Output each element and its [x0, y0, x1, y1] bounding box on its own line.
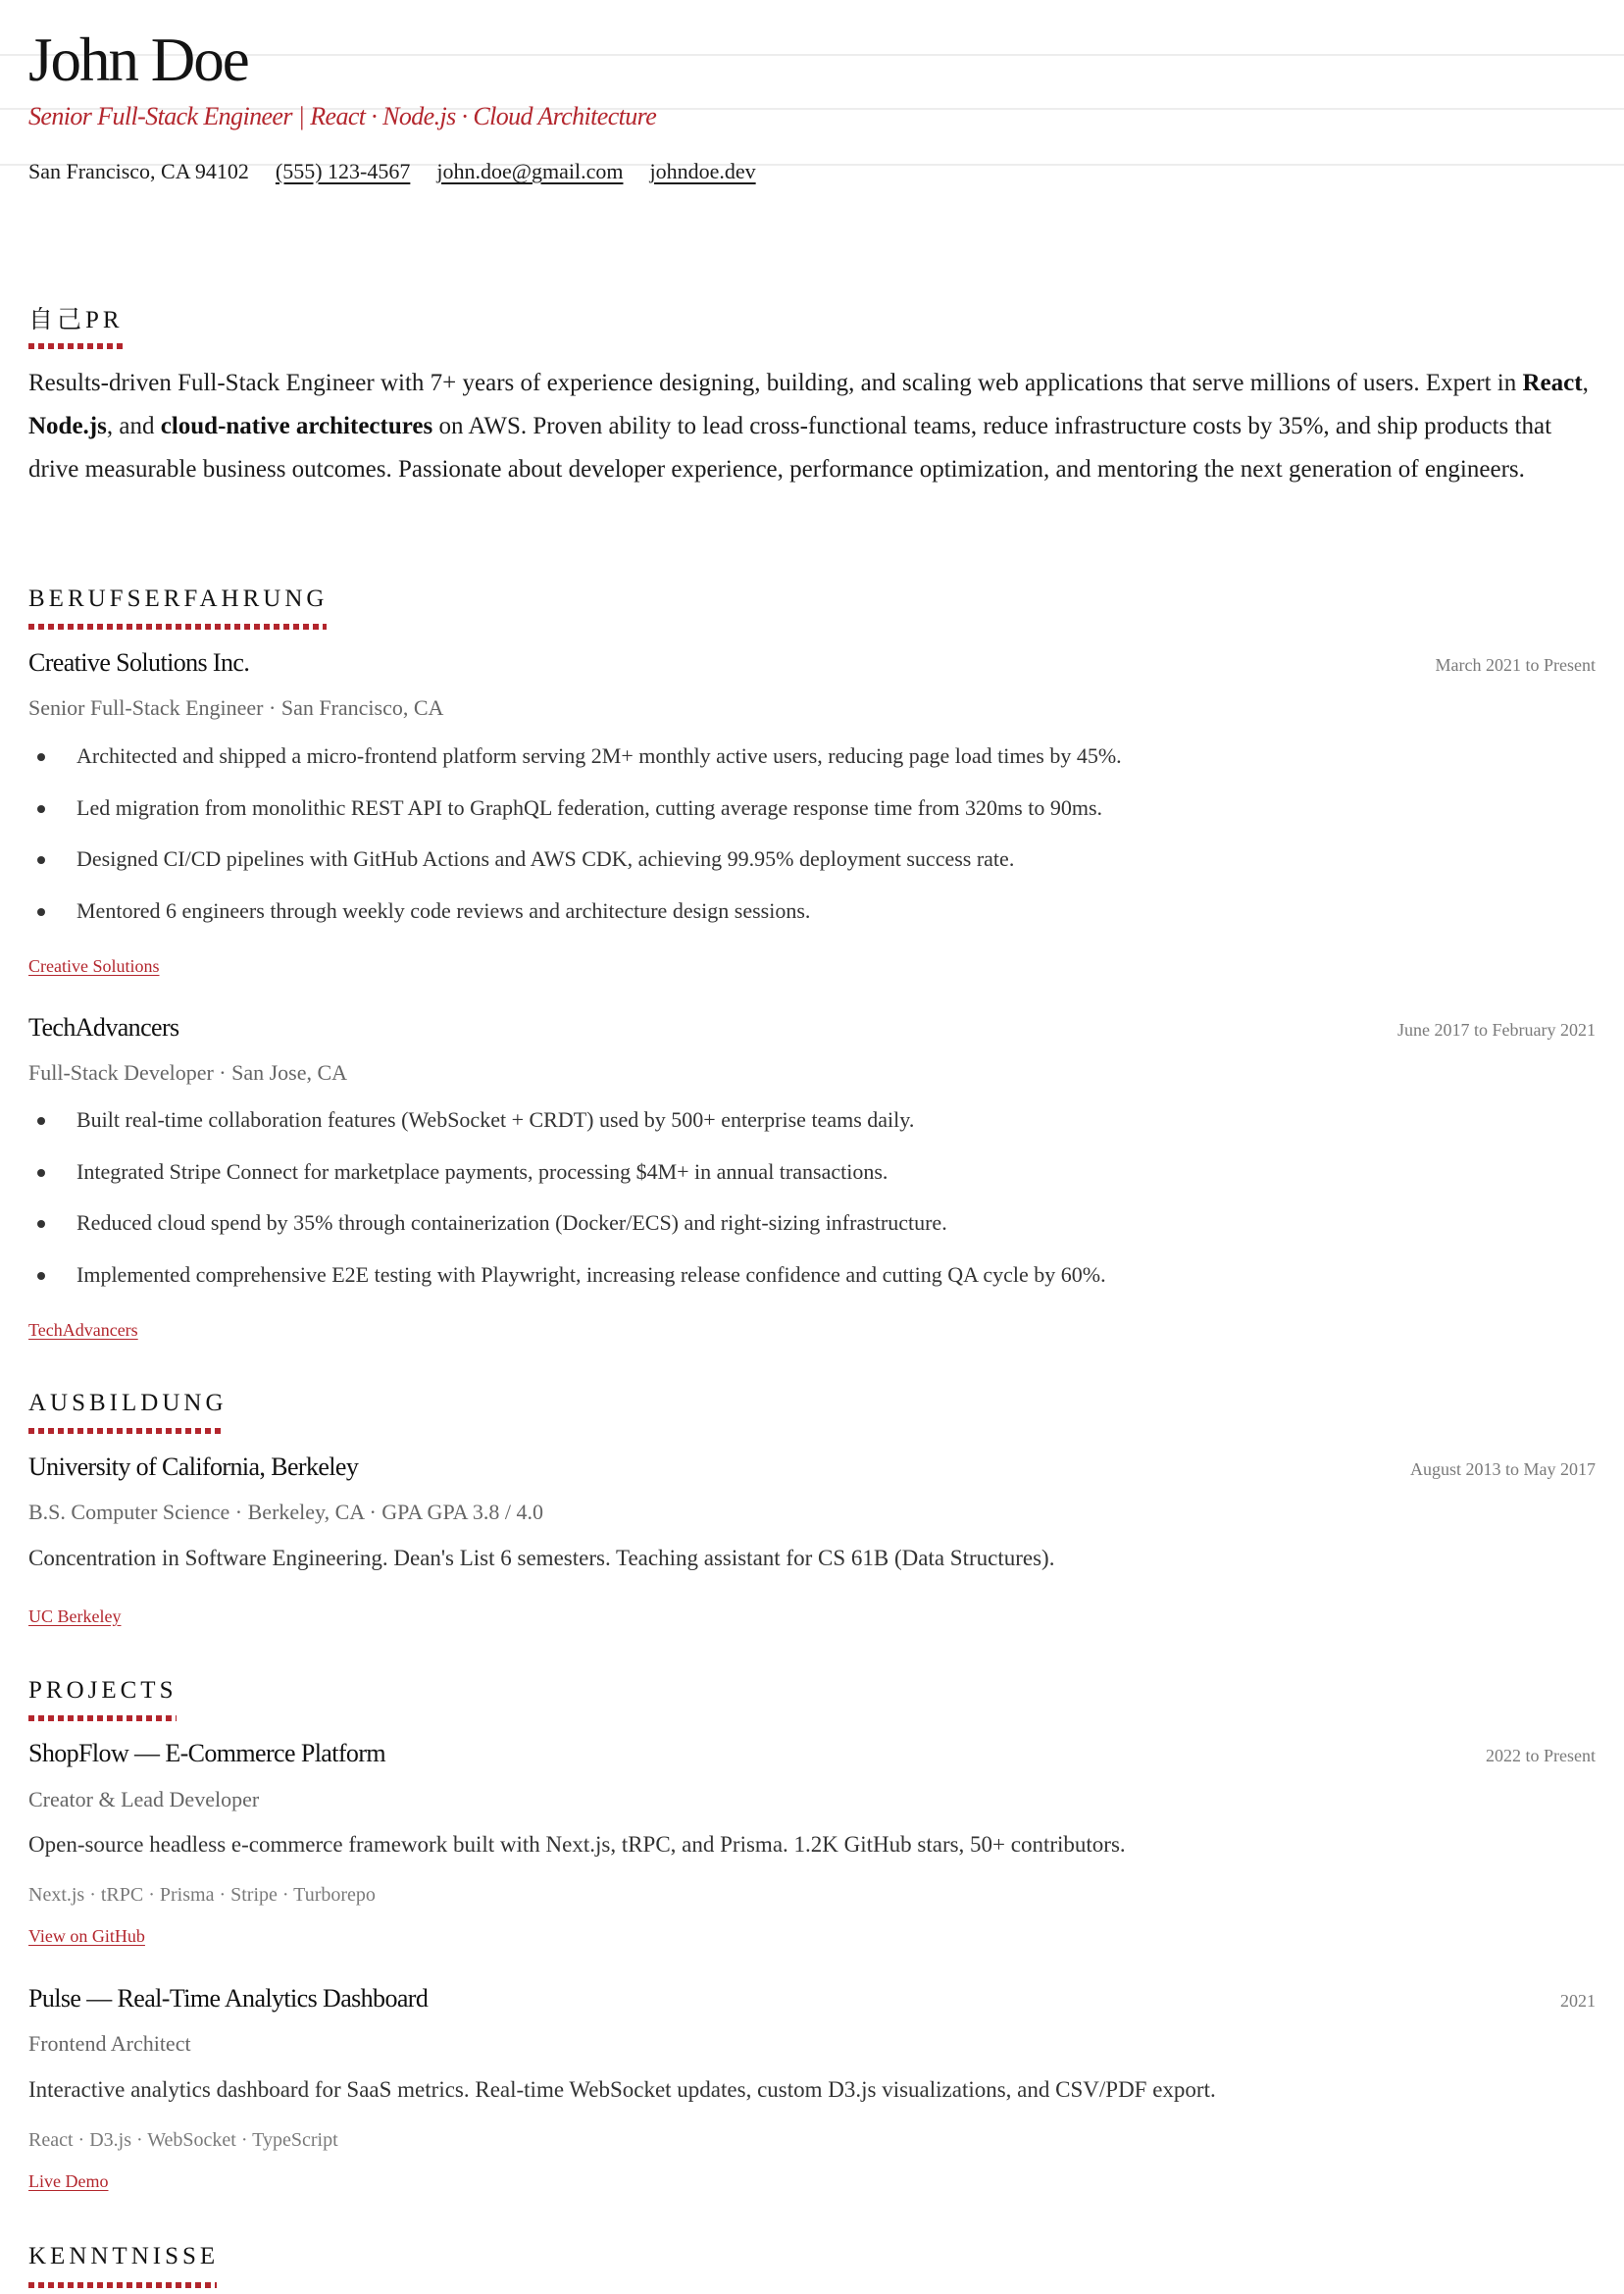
summary-text: on AWS. Proven ability to lead cross-functional teams, reduce infrastructure costs by 35%, and ship products that drive measurable business outcomes. Passionate about developer experience, performance optimization, and mentoring the next generation of engineers.	[28, 413, 1552, 483]
section-underline	[28, 2282, 217, 2288]
project-dates: 2022 to Present	[1486, 1746, 1596, 1765]
summary-text: ,	[1582, 370, 1589, 396]
company-link[interactable]: TechAdvancers	[28, 1320, 138, 1340]
summary-paragraph	[28, 362, 1596, 491]
bullet-item: Mentored 6 engineers through weekly code reviews and architecture design sessions.	[28, 900, 1596, 952]
education-dates: August 2013 to May 2017	[1410, 1459, 1596, 1479]
school-name: University of California, Berkeley	[28, 1453, 359, 1481]
summary-keyword: Node.js	[28, 413, 107, 439]
education-section-title: AUSBILDUNG	[28, 1390, 228, 1416]
bullet-item: Reduced cloud spend by 35% through containerization (Docker/ECS) and right-sizing infrastructure.	[28, 1212, 1596, 1264]
bullet-item: Led migration from monolithic REST API to GraphQL federation, cutting average response time from 320ms to 90ms.	[28, 797, 1596, 849]
project-name: ShopFlow — E-Commerce Platform	[28, 1739, 386, 1767]
candidate-name: John Doe	[28, 25, 248, 94]
degree-text: B.S. Computer Science · Berkeley, CA · GPA GPA 3.8 / 4.0	[28, 1500, 543, 1524]
location-text: San Francisco, CA 94102	[28, 159, 249, 183]
project-name: Pulse — Real-Time Analytics Dashboard	[28, 1984, 429, 2013]
project-description: Interactive analytics dashboard for SaaS metrics. Real-time WebSocket updates, custom D3.js visualizations, and CSV/PDF export.	[28, 2077, 1216, 2102]
phone-link[interactable]: (555) 123-4567	[275, 159, 411, 183]
summary-keyword: React	[1522, 370, 1583, 396]
contact-row	[28, 159, 756, 184]
job-role: Senior Full-Stack Engineer · San Francisco, CA	[28, 695, 444, 720]
bullet-item: Integrated Stripe Connect for marketplace payments, processing $4M+ in annual transactions.	[28, 1161, 1596, 1213]
summary-keyword: cloud-native architectures	[160, 413, 433, 439]
bullet-item: Built real-time collaboration features (WebSocket + CRDT) used by 500+ enterprise teams daily.	[28, 1109, 1596, 1161]
bullet-item: Architected and shipped a micro-frontend platform serving 2M+ monthly active users, reducing page load times by 45%.	[28, 745, 1596, 797]
company-link[interactable]: Creative Solutions	[28, 956, 160, 976]
project-role: Creator & Lead Developer	[28, 1787, 260, 1811]
skills-section-title: KENNTNISSE	[28, 2243, 220, 2269]
section-underline	[28, 1428, 225, 1434]
bullet-item: Implemented comprehensive E2E testing with Playwright, increasing release confidence and cutting QA cycle by 60%.	[28, 1264, 1596, 1316]
school-link[interactable]: UC Berkeley	[28, 1606, 122, 1626]
job-bullets	[28, 745, 1596, 951]
project-tags: Next.js · tRPC · Prisma · Stripe · Turborepo	[28, 1884, 376, 1906]
section-underline	[28, 1715, 177, 1721]
summary-section-title: 自己PR	[28, 307, 124, 333]
job-company: Creative Solutions Inc.	[28, 648, 250, 677]
job-company: TechAdvancers	[28, 1013, 179, 1042]
job-dates: June 2017 to February 2021	[1397, 1020, 1596, 1040]
demo-link[interactable]: Live Demo	[28, 2171, 109, 2191]
summary-text: Results-driven Full-Stack Engineer with 7+ years of experience designing, building, and scaling web applications that serve millions of users. Expert in	[28, 370, 1523, 396]
github-link[interactable]: View on GitHub	[28, 1926, 145, 1946]
bullet-item: Designed CI/CD pipelines with GitHub Actions and AWS CDK, achieving 99.95% deployment success rate.	[28, 848, 1596, 900]
project-tags: React · D3.js · WebSocket · TypeScript	[28, 2129, 338, 2151]
project-dates: 2021	[1560, 1991, 1596, 2011]
job-bullets	[28, 1109, 1596, 1315]
project-role: Frontend Architect	[28, 2031, 191, 2056]
projects-section-title: PROJECTS	[28, 1677, 178, 1704]
project-description: Open-source headless e-commerce framework built with Next.js, tRPC, and Prisma. 1.2K GitHub stars, 50+ contributors.	[28, 1832, 1126, 1857]
job-role: Full-Stack Developer · San Jose, CA	[28, 1060, 348, 1085]
website-link[interactable]: johndoe.dev	[649, 159, 756, 183]
summary-text: , and	[106, 413, 161, 439]
education-details: Concentration in Software Engineering. Dean's List 6 semesters. Teaching assistant for CS 61B (Data Structures).	[28, 1546, 1055, 1570]
email-link[interactable]: john.doe@gmail.com	[436, 159, 624, 183]
job-dates: March 2021 to Present	[1435, 655, 1596, 675]
section-underline	[28, 343, 124, 349]
experience-section-title: BERUFSERFAHRUNG	[28, 586, 329, 612]
section-underline	[28, 624, 327, 630]
headline: Senior Full-Stack Engineer | React · Node.js · Cloud Architecture	[28, 102, 657, 130]
